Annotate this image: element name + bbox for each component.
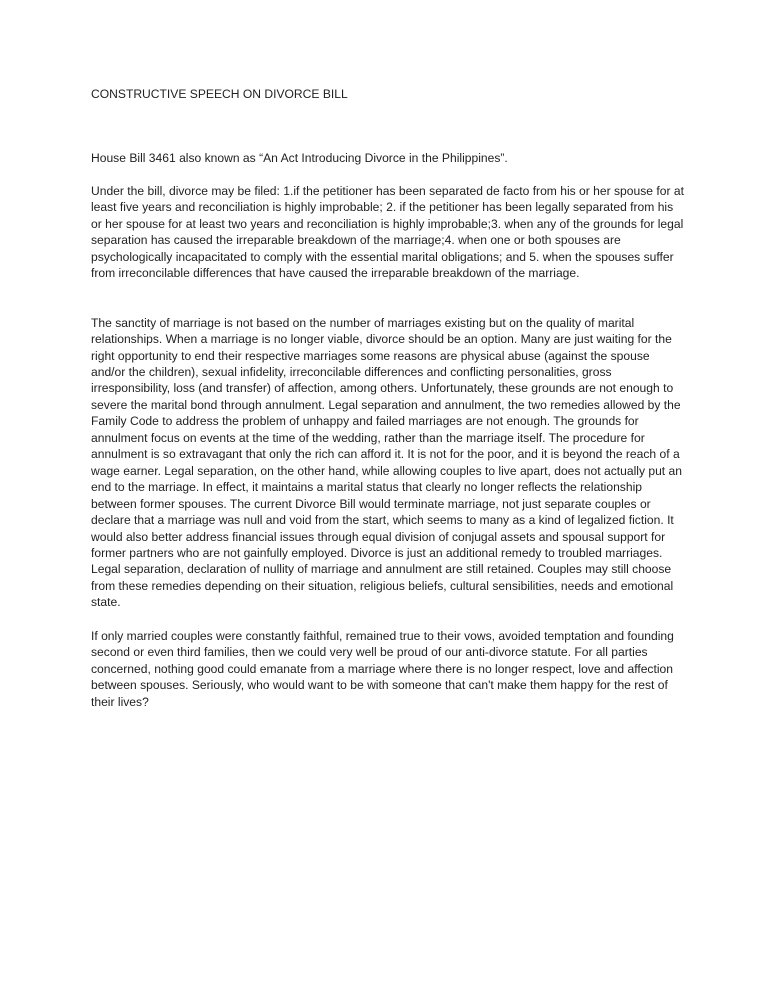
document-title: CONSTRUCTIVE SPEECH ON DIVORCE BILL <box>91 87 348 101</box>
body-paragraph-sanctity: The sanctity of marriage is not based on the number of marriages existing but on the quality of marital relationships. When a marriage is no longer viable, divorce should be an option. Many are just waiting for the right opportunity to end their respective marriages some reasons are physical abuse (against the spouse and/or the children), sexual infidelity, irreconcilable differences and conflicting personalities, gross irresponsibility, loss (and transfer) of affection, among others. Unfortunately, these grounds are not enough to severe the marital bond through annulment. Legal separation and annulment, the two remedies allowed by the Family Code to address the problem of unhappy and failed marriages are not enough. The grounds for annulment focus on events at the time of the wedding, rather than the marriage itself. The procedure for annulment is so extravagant that only the rich can afford it. It is not for the poor, and it is beyond the reach of a wage earner. Legal separation, on the other hand, while allowing couples to live apart, does not actually put an end to the marriage. In effect, it maintains a marital status that clearly no longer reflects the relationship between former spouses. The current Divorce Bill would terminate marriage, not just separate couples or declare that a marriage was null and void from the start, which seems to many as a kind of legalized fiction. It would also better address financial issues through equal division of conjugal assets and spousal support for former partners who are not gainfully employed. Divorce is just an additional remedy to troubled marriages. Legal separation, declaration of nullity of marriage and annulment are still retained. Couples may still choose from these remedies depending on their situation, religious beliefs, cultural sensibilities, needs and emotional state. <box>91 315 682 610</box>
document-page <box>91 86 687 710</box>
body-paragraph-grounds: Under the bill, divorce may be filed: 1.if the petitioner has been separated de facto from his or her spouse for at least five years and reconciliation is highly improbable; 2. if the petitioner has been legally separated from his or her spouse for at least two years and reconciliation is highly improbable;3. when any of the grounds for legal separation has caused the irreparable breakdown of the marriage;4. when one or both spouses are psychologically incapacitated to comply with the essential marital obligations; and 5. when the spouses suffer from irreconcilable differences that have caused the irreparable breakdown of the marriage. <box>91 183 684 281</box>
body-paragraph-conclusion: If only married couples were constantly faithful, remained true to their vows, avoided temptation and founding second or even third families, then we could very well be proud of our anti-divorce statute. For all parties concerned, nothing good could emanate from a marriage where there is no longer respect, love and affection between spouses. Seriously, who would want to be with someone that can't make them happy for the rest of their lives? <box>91 628 674 709</box>
intro-paragraph: House Bill 3461 also known as “An Act Introducing Divorce in the Philippines”. <box>91 151 508 166</box>
